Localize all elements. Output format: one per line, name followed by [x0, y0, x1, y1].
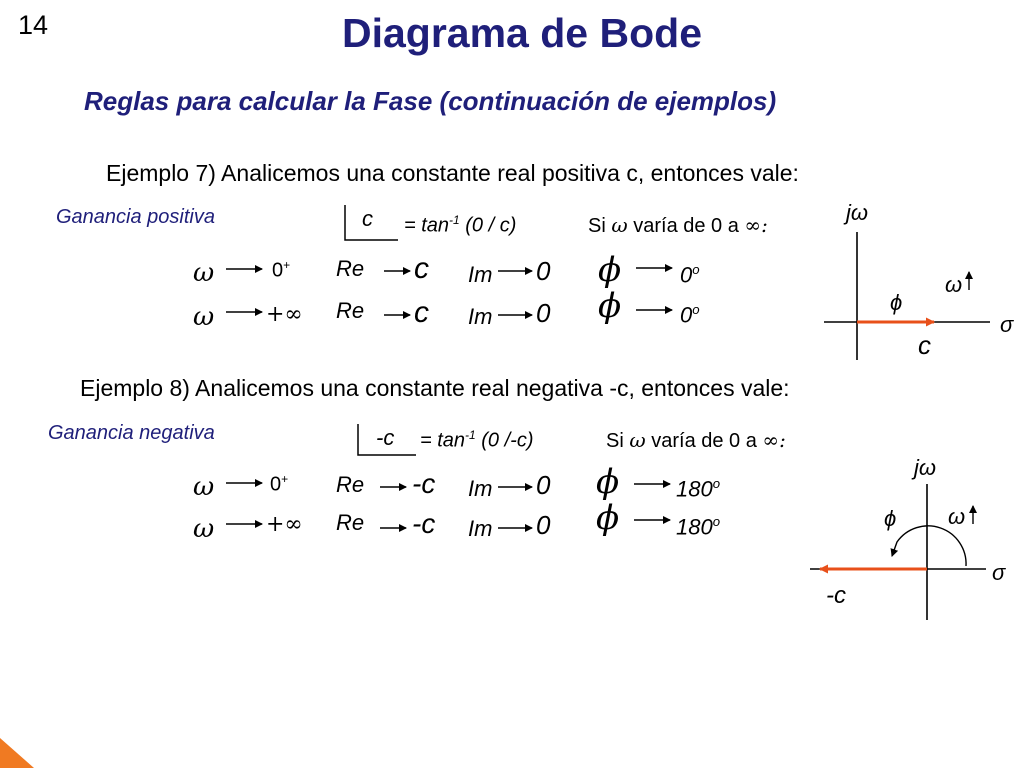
slide-number: 14 — [18, 10, 49, 40]
ex8-arrows — [226, 483, 670, 528]
constant-neg-c: -c — [376, 425, 395, 450]
phase-result: 180$^o$ — [676, 476, 721, 502]
plot-jw-label: jω — [846, 200, 869, 225]
plot-phi-label: ϕ — [884, 506, 897, 531]
corner-decoration — [0, 738, 34, 768]
constant-bracket — [345, 205, 398, 240]
omega-row2: ω — [193, 514, 215, 544]
phase-result: 0$^o$ — [680, 262, 700, 288]
omega-symbol: ω — [629, 428, 646, 452]
example-8-heading: Ejemplo 8) Analicemos una constante real negativa -c, entonces vale: — [80, 375, 790, 401]
si-text: Si — [588, 215, 606, 237]
phi-symbol: ϕ — [596, 462, 620, 502]
phase-result: 0$^o$ — [680, 302, 700, 328]
re-label: Re — [336, 510, 365, 535]
re-label: Re — [336, 256, 365, 281]
phi-symbol: ϕ — [598, 250, 622, 290]
formula-pre: = tan — [420, 429, 466, 452]
im-label: Im — [468, 516, 493, 541]
limit-zero-plus: 0+ — [270, 472, 289, 496]
plot-sigma-label: σ — [1000, 312, 1014, 337]
ex7-arrows — [226, 268, 672, 315]
re-value: c — [414, 252, 429, 285]
re-label: Re — [336, 472, 365, 497]
re-label: Re — [336, 298, 365, 323]
plot-sigma-label: σ — [992, 560, 1006, 585]
constant-bracket — [358, 424, 416, 455]
plot-point-label: -c — [826, 582, 846, 609]
formula-pre: = tan — [404, 214, 450, 237]
re-value: -c — [412, 468, 436, 499]
plot-phi-label: ϕ — [890, 290, 903, 315]
phase-result: 180$^o$ — [676, 514, 721, 540]
plot-point-label: c — [918, 330, 931, 360]
limit-zero-plus: 0+ — [272, 258, 291, 282]
im-value: 0 — [536, 470, 551, 500]
im-value: 0 — [536, 510, 551, 540]
im-label: Im — [468, 304, 493, 329]
si-text: Si — [606, 430, 624, 452]
varia-text: varía de 0 a — [651, 430, 757, 452]
formula-post: (0 / c) — [459, 214, 517, 237]
page-title: Diagrama de Bode — [342, 10, 702, 56]
omega-symbol: ω — [611, 213, 628, 237]
limit-plus-infinity: +∞ — [266, 512, 303, 537]
limit-plus-infinity: +∞ — [266, 302, 303, 327]
gain-positive-label: Ganancia positiva — [56, 206, 215, 228]
phi-symbol: ϕ — [596, 498, 620, 538]
im-value: 0 — [536, 298, 551, 328]
plot-omega-label: ω — [948, 504, 966, 529]
infinity-symbol: ∞: — [744, 213, 768, 237]
plot-jw-label: jω — [914, 455, 937, 480]
formula-exp: -1 — [465, 428, 476, 442]
formula-post: (0 /-c) — [475, 429, 534, 452]
infinity-symbol: ∞: — [762, 428, 786, 452]
page-subtitle: Reglas para calcular la Fase (continuación de ejemplos) — [84, 86, 777, 116]
im-label: Im — [468, 262, 493, 287]
formula-exp: -1 — [449, 213, 460, 227]
im-value: 0 — [536, 256, 551, 286]
omega-row1: ω — [193, 258, 215, 288]
varia-text: varía de 0 a — [633, 215, 739, 237]
example-7-heading: Ejemplo 7) Analicemos una constante real positiva c, entonces vale: — [106, 160, 799, 186]
ex7-complex-plane — [824, 232, 990, 360]
omega-row2: ω — [193, 302, 215, 332]
omega-row1: ω — [193, 472, 215, 502]
plot-omega-label: ω — [945, 272, 963, 297]
phi-symbol: ϕ — [598, 286, 622, 326]
ex8-complex-plane — [810, 484, 986, 620]
gain-negative-label: Ganancia negativa — [48, 422, 215, 444]
im-label: Im — [468, 476, 493, 501]
phase-arc-180 — [892, 526, 966, 566]
re-value: -c — [412, 508, 436, 539]
re-value: c — [414, 296, 429, 329]
constant-c: c — [362, 206, 373, 231]
